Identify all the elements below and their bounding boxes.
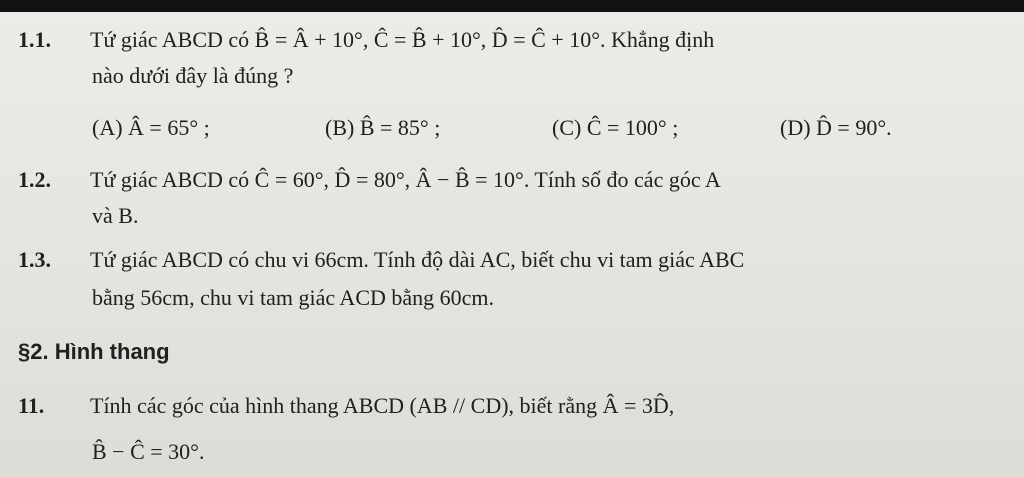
choice-b: (B) B̂ = 85° ; [325, 115, 441, 140]
problem-1-2-line-2: và B. [92, 203, 139, 228]
problem-1-1-text: Tứ giác ABCD có B̂ = Â + 10°, Ĉ = B̂ + 10°, D̂ = Ĉ + 10°. Khẳng định [90, 27, 715, 52]
choice-d: (D) D̂ = 90°. [780, 115, 892, 140]
problem-1-2-line-1 [18, 164, 721, 196]
problem-1-3-line-2: bằng 56cm, chu vi tam giác ACD bằng 60cm. [92, 285, 495, 310]
problem-1-1-line-1 [18, 24, 714, 56]
section-title: §2. Hình thang [18, 339, 170, 364]
problem-11-line-2: B̂ − Ĉ = 30°. [92, 439, 205, 464]
problem-1-1-number: 1.1. [18, 27, 51, 52]
problem-1-3-number: 1.3. [18, 247, 51, 272]
problem-1-2-number: 1.2. [18, 167, 51, 192]
choice-c: (C) Ĉ = 100° ; [552, 115, 679, 140]
problem-1-3-text: Tứ giác ABCD có chu vi 66cm. Tính độ dài AC, biết chu vi tam giác ABC [90, 247, 745, 272]
choice-a: (A) Â = 65° ; [92, 115, 210, 140]
problem-1-3-line-1 [18, 244, 744, 276]
problem-11-text: Tính các góc của hình thang ABCD (AB // CD), biết rằng Â = 3D̂, [90, 393, 675, 418]
photo-top-edge [0, 0, 1024, 12]
textbook-page [0, 12, 1024, 477]
problem-11-line-1 [18, 390, 674, 422]
problem-11-number: 11. [18, 393, 45, 418]
problem-1-2-text: Tứ giác ABCD có Ĉ = 60°, D̂ = 80°, Â − B̂ = 10°. Tính số đo các góc A [90, 167, 721, 192]
problem-1-1-line-2: nào dưới đây là đúng ? [92, 63, 294, 88]
